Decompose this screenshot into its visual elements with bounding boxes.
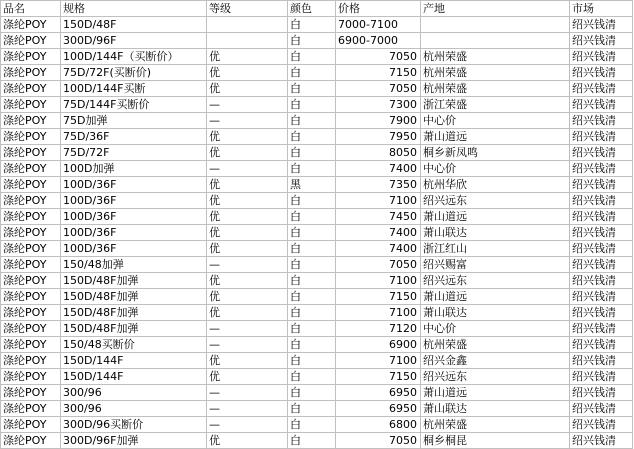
table-row bbox=[1, 161, 633, 177]
table-row bbox=[1, 193, 633, 209]
header-color[interactable]: 颜色 bbox=[288, 1, 336, 17]
cell-name[interactable]: 涤纶POY bbox=[1, 177, 61, 193]
cell-grade[interactable]: 优 bbox=[207, 209, 288, 225]
table-row bbox=[1, 65, 633, 81]
table-row bbox=[1, 209, 633, 225]
cell-name[interactable]: 涤纶POY bbox=[1, 289, 61, 305]
cell-grade[interactable]: 优 bbox=[207, 65, 288, 81]
cell-price[interactable]: 7150 bbox=[336, 369, 421, 385]
cell-grade[interactable]: — bbox=[207, 385, 288, 401]
cell-grade[interactable]: 优 bbox=[207, 433, 288, 449]
cell-spec[interactable]: 75D/72F bbox=[61, 145, 207, 161]
cell-market[interactable]: 绍兴钱清 bbox=[570, 129, 633, 145]
cell-price[interactable]: 7150 bbox=[336, 289, 421, 305]
cell-name[interactable]: 涤纶POY bbox=[1, 113, 61, 129]
cell-spec[interactable]: 300/96 bbox=[61, 385, 207, 401]
cell-spec[interactable]: 150D/48F加弹 bbox=[61, 273, 207, 289]
cell-grade[interactable]: — bbox=[207, 161, 288, 177]
cell-origin[interactable]: 绍兴赐富 bbox=[421, 257, 570, 273]
cell-origin[interactable]: 杭州荣盛 bbox=[421, 65, 570, 81]
cell-name[interactable]: 涤纶POY bbox=[1, 97, 61, 113]
table-row bbox=[1, 369, 633, 385]
table-row bbox=[1, 289, 633, 305]
table-row bbox=[1, 177, 633, 193]
cell-spec[interactable]: 300/96 bbox=[61, 401, 207, 417]
cell-color[interactable]: 白 bbox=[288, 193, 336, 209]
cell-name[interactable]: 涤纶POY bbox=[1, 17, 61, 33]
cell-market[interactable]: 绍兴钱清 bbox=[570, 97, 633, 113]
cell-color[interactable]: 白 bbox=[288, 81, 336, 97]
cell-spec[interactable]: 150D/48F加弹 bbox=[61, 289, 207, 305]
cell-grade[interactable]: — bbox=[207, 97, 288, 113]
cell-spec[interactable]: 100D/36F bbox=[61, 193, 207, 209]
cell-market[interactable]: 绍兴钱清 bbox=[570, 225, 633, 241]
cell-spec[interactable]: 100D/36F bbox=[61, 225, 207, 241]
cell-origin[interactable]: 萧山联达 bbox=[421, 401, 570, 417]
cell-market[interactable]: 绍兴钱清 bbox=[570, 369, 633, 385]
cell-spec[interactable]: 150D/144F bbox=[61, 369, 207, 385]
cell-origin[interactable]: 浙江红山 bbox=[421, 241, 570, 257]
cell-price[interactable]: 7100 bbox=[336, 273, 421, 289]
cell-grade[interactable]: 优 bbox=[207, 353, 288, 369]
cell-market[interactable]: 绍兴钱清 bbox=[570, 193, 633, 209]
cell-origin[interactable]: 萧山联达 bbox=[421, 305, 570, 321]
cell-name[interactable]: 涤纶POY bbox=[1, 417, 61, 433]
cell-spec[interactable]: 100D/144F买断 bbox=[61, 81, 207, 97]
cell-origin[interactable]: 萧山道远 bbox=[421, 209, 570, 225]
cell-grade[interactable] bbox=[207, 33, 288, 49]
cell-spec[interactable]: 150D/48F加弹 bbox=[61, 321, 207, 337]
cell-market[interactable]: 绍兴钱清 bbox=[570, 385, 633, 401]
cell-grade[interactable] bbox=[207, 17, 288, 33]
cell-market[interactable]: 绍兴钱清 bbox=[570, 417, 633, 433]
table-row bbox=[1, 417, 633, 433]
cell-market[interactable]: 绍兴钱清 bbox=[570, 289, 633, 305]
cell-color[interactable]: 白 bbox=[288, 161, 336, 177]
cell-color[interactable]: 白 bbox=[288, 321, 336, 337]
cell-market[interactable]: 绍兴钱清 bbox=[570, 241, 633, 257]
cell-color[interactable]: 白 bbox=[288, 17, 336, 33]
table-row bbox=[1, 337, 633, 353]
cell-price[interactable]: 7400 bbox=[336, 161, 421, 177]
cell-price[interactable]: 7100 bbox=[336, 353, 421, 369]
cell-price[interactable]: 6900 bbox=[336, 337, 421, 353]
cell-color[interactable]: 白 bbox=[288, 305, 336, 321]
cell-spec[interactable]: 150D/48F加弹 bbox=[61, 305, 207, 321]
cell-origin[interactable]: 杭州荣盛 bbox=[421, 417, 570, 433]
cell-name[interactable]: 涤纶POY bbox=[1, 33, 61, 49]
cell-price[interactable]: 7050 bbox=[336, 257, 421, 273]
cell-color[interactable]: 白 bbox=[288, 145, 336, 161]
cell-grade[interactable]: 优 bbox=[207, 289, 288, 305]
cell-market[interactable]: 绍兴钱清 bbox=[570, 209, 633, 225]
header-spec[interactable]: 规格 bbox=[61, 1, 207, 17]
cell-price[interactable]: 7300 bbox=[336, 97, 421, 113]
table-row bbox=[1, 385, 633, 401]
cell-price[interactable]: 6950 bbox=[336, 385, 421, 401]
cell-grade[interactable]: — bbox=[207, 321, 288, 337]
cell-price[interactable]: 7120 bbox=[336, 321, 421, 337]
header-grade[interactable]: 等级 bbox=[207, 1, 288, 17]
cell-grade[interactable]: 优 bbox=[207, 225, 288, 241]
cell-name[interactable]: 涤纶POY bbox=[1, 433, 61, 449]
cell-color[interactable]: 白 bbox=[288, 209, 336, 225]
cell-market[interactable]: 绍兴钱清 bbox=[570, 337, 633, 353]
cell-origin[interactable]: 绍兴金鑫 bbox=[421, 353, 570, 369]
cell-origin[interactable]: 桐乡新凤鸣 bbox=[421, 145, 570, 161]
cell-name[interactable]: 涤纶POY bbox=[1, 241, 61, 257]
cell-grade[interactable]: 优 bbox=[207, 81, 288, 97]
cell-price[interactable]: 8050 bbox=[336, 145, 421, 161]
cell-market[interactable]: 绍兴钱清 bbox=[570, 113, 633, 129]
table-row bbox=[1, 145, 633, 161]
cell-spec[interactable]: 100D/144F（买断价） bbox=[61, 49, 207, 65]
cell-market[interactable]: 绍兴钱清 bbox=[570, 81, 633, 97]
cell-price[interactable]: 7400 bbox=[336, 241, 421, 257]
cell-price[interactable]: 7150 bbox=[336, 65, 421, 81]
cell-origin[interactable]: 浙江荣盛 bbox=[421, 97, 570, 113]
cell-price[interactable]: 7400 bbox=[336, 225, 421, 241]
cell-origin[interactable] bbox=[421, 33, 570, 49]
cell-market[interactable]: 绍兴钱清 bbox=[570, 161, 633, 177]
cell-market[interactable]: 绍兴钱清 bbox=[570, 33, 633, 49]
cell-color[interactable]: 白 bbox=[288, 65, 336, 81]
cell-name[interactable]: 涤纶POY bbox=[1, 81, 61, 97]
cell-spec[interactable]: 75D加弹 bbox=[61, 113, 207, 129]
cell-price[interactable]: 6900-7000 bbox=[336, 33, 421, 49]
cell-origin[interactable]: 杭州荣盛 bbox=[421, 337, 570, 353]
table-row bbox=[1, 241, 633, 257]
cell-price[interactable]: 7900 bbox=[336, 113, 421, 129]
cell-price[interactable]: 7350 bbox=[336, 177, 421, 193]
header-price[interactable]: 价格 bbox=[336, 1, 421, 17]
cell-color[interactable]: 白 bbox=[288, 417, 336, 433]
cell-color[interactable]: 白 bbox=[288, 369, 336, 385]
cell-origin[interactable]: 萧山联达 bbox=[421, 225, 570, 241]
cell-origin[interactable]: 杭州华欣 bbox=[421, 177, 570, 193]
table-row bbox=[1, 113, 633, 129]
table-row bbox=[1, 353, 633, 369]
header-row bbox=[1, 1, 633, 17]
cell-spec[interactable]: 100D/36F bbox=[61, 241, 207, 257]
cell-name[interactable]: 涤纶POY bbox=[1, 321, 61, 337]
cell-name[interactable]: 涤纶POY bbox=[1, 65, 61, 81]
cell-color[interactable]: 白 bbox=[288, 401, 336, 417]
cell-color[interactable]: 白 bbox=[288, 113, 336, 129]
cell-color[interactable]: 白 bbox=[288, 33, 336, 49]
cell-color[interactable]: 白 bbox=[288, 353, 336, 369]
cell-price[interactable]: 7100 bbox=[336, 305, 421, 321]
cell-spec[interactable]: 300D/96F加弹 bbox=[61, 433, 207, 449]
cell-grade[interactable]: 优 bbox=[207, 177, 288, 193]
cell-spec[interactable]: 300D/96F bbox=[61, 33, 207, 49]
cell-name[interactable]: 涤纶POY bbox=[1, 129, 61, 145]
cell-market[interactable]: 绍兴钱清 bbox=[570, 257, 633, 273]
cell-spec[interactable]: 100D/36F bbox=[61, 177, 207, 193]
cell-price[interactable]: 6800 bbox=[336, 417, 421, 433]
cell-spec[interactable]: 100D加弹 bbox=[61, 161, 207, 177]
cell-name[interactable]: 涤纶POY bbox=[1, 193, 61, 209]
cell-origin[interactable] bbox=[421, 17, 570, 33]
cell-name[interactable]: 涤纶POY bbox=[1, 305, 61, 321]
table-row bbox=[1, 433, 633, 449]
cell-spec[interactable]: 75D/36F bbox=[61, 129, 207, 145]
cell-price[interactable]: 7000-7100 bbox=[336, 17, 421, 33]
cell-color[interactable]: 白 bbox=[288, 49, 336, 65]
cell-origin[interactable]: 萧山道远 bbox=[421, 385, 570, 401]
cell-spec[interactable]: 100D/36F bbox=[61, 209, 207, 225]
table-row bbox=[1, 33, 633, 49]
cell-market[interactable]: 绍兴钱清 bbox=[570, 17, 633, 33]
cell-name[interactable]: 涤纶POY bbox=[1, 353, 61, 369]
cell-grade[interactable]: 优 bbox=[207, 273, 288, 289]
cell-name[interactable]: 涤纶POY bbox=[1, 337, 61, 353]
cell-name[interactable]: 涤纶POY bbox=[1, 369, 61, 385]
cell-color[interactable]: 白 bbox=[288, 289, 336, 305]
cell-grade[interactable]: 优 bbox=[207, 369, 288, 385]
cell-color[interactable]: 白 bbox=[288, 129, 336, 145]
cell-name[interactable]: 涤纶POY bbox=[1, 385, 61, 401]
cell-grade[interactable]: — bbox=[207, 401, 288, 417]
cell-origin[interactable]: 杭州荣盛 bbox=[421, 49, 570, 65]
cell-grade[interactable]: — bbox=[207, 417, 288, 433]
cell-market[interactable]: 绍兴钱清 bbox=[570, 321, 633, 337]
cell-grade[interactable]: — bbox=[207, 113, 288, 129]
cell-grade[interactable]: 优 bbox=[207, 193, 288, 209]
cell-name[interactable]: 涤纶POY bbox=[1, 49, 61, 65]
table-row bbox=[1, 305, 633, 321]
cell-origin[interactable]: 绍兴远东 bbox=[421, 273, 570, 289]
cell-price[interactable]: 7950 bbox=[336, 129, 421, 145]
cell-origin[interactable]: 桐乡桐昆 bbox=[421, 433, 570, 449]
cell-color[interactable]: 白 bbox=[288, 385, 336, 401]
cell-origin[interactable]: 绍兴远东 bbox=[421, 193, 570, 209]
cell-color[interactable]: 黑 bbox=[288, 177, 336, 193]
cell-grade[interactable]: — bbox=[207, 257, 288, 273]
table-row bbox=[1, 81, 633, 97]
cell-name[interactable]: 涤纶POY bbox=[1, 209, 61, 225]
cell-price[interactable]: 6950 bbox=[336, 401, 421, 417]
cell-name[interactable]: 涤纶POY bbox=[1, 257, 61, 273]
cell-price[interactable]: 7450 bbox=[336, 209, 421, 225]
header-name[interactable]: 品名 bbox=[1, 1, 61, 17]
cell-grade[interactable]: 优 bbox=[207, 305, 288, 321]
cell-price[interactable]: 7050 bbox=[336, 81, 421, 97]
cell-origin[interactable]: 萧山道远 bbox=[421, 129, 570, 145]
cell-spec[interactable]: 150D/144F bbox=[61, 353, 207, 369]
cell-market[interactable]: 绍兴钱清 bbox=[570, 305, 633, 321]
table-row bbox=[1, 129, 633, 145]
cell-market[interactable]: 绍兴钱清 bbox=[570, 49, 633, 65]
cell-market[interactable]: 绍兴钱清 bbox=[570, 177, 633, 193]
cell-grade[interactable]: 优 bbox=[207, 129, 288, 145]
table-row bbox=[1, 49, 633, 65]
header-market[interactable]: 市场 bbox=[570, 1, 633, 17]
cell-spec[interactable]: 75D/72F(买断价) bbox=[61, 65, 207, 81]
table-row bbox=[1, 97, 633, 113]
cell-name[interactable]: 涤纶POY bbox=[1, 161, 61, 177]
cell-name[interactable]: 涤纶POY bbox=[1, 401, 61, 417]
table-row bbox=[1, 273, 633, 289]
cell-grade[interactable]: 优 bbox=[207, 241, 288, 257]
table-row bbox=[1, 17, 633, 33]
cell-spec[interactable]: 150/48买断价 bbox=[61, 337, 207, 353]
cell-price[interactable]: 7050 bbox=[336, 433, 421, 449]
header-origin[interactable]: 产地 bbox=[421, 1, 570, 17]
cell-origin[interactable]: 杭州荣盛 bbox=[421, 81, 570, 97]
table-row bbox=[1, 225, 633, 241]
cell-color[interactable]: 白 bbox=[288, 257, 336, 273]
cell-origin[interactable]: 中心价 bbox=[421, 321, 570, 337]
cell-color[interactable]: 白 bbox=[288, 241, 336, 257]
cell-market[interactable]: 绍兴钱清 bbox=[570, 353, 633, 369]
cell-price[interactable]: 7050 bbox=[336, 49, 421, 65]
cell-color[interactable]: 白 bbox=[288, 97, 336, 113]
cell-name[interactable]: 涤纶POY bbox=[1, 145, 61, 161]
cell-market[interactable]: 绍兴钱清 bbox=[570, 401, 633, 417]
cell-color[interactable]: 白 bbox=[288, 273, 336, 289]
cell-origin[interactable]: 萧山道远 bbox=[421, 289, 570, 305]
cell-grade[interactable]: 优 bbox=[207, 145, 288, 161]
cell-spec[interactable]: 300D/96买断价 bbox=[61, 417, 207, 433]
cell-name[interactable]: 涤纶POY bbox=[1, 225, 61, 241]
cell-market[interactable]: 绍兴钱清 bbox=[570, 145, 633, 161]
cell-color[interactable]: 白 bbox=[288, 225, 336, 241]
cell-name[interactable]: 涤纶POY bbox=[1, 273, 61, 289]
cell-grade[interactable]: 优 bbox=[207, 49, 288, 65]
table-row bbox=[1, 321, 633, 337]
cell-origin[interactable]: 中心价 bbox=[421, 113, 570, 129]
table-row bbox=[1, 401, 633, 417]
cell-spec[interactable]: 150D/48F bbox=[61, 17, 207, 33]
cell-color[interactable]: 白 bbox=[288, 433, 336, 449]
cell-market[interactable]: 绍兴钱清 bbox=[570, 65, 633, 81]
table-row bbox=[1, 257, 633, 273]
cell-spec[interactable]: 150/48加弹 bbox=[61, 257, 207, 273]
cell-market[interactable]: 绍兴钱清 bbox=[570, 273, 633, 289]
cell-price[interactable]: 7100 bbox=[336, 193, 421, 209]
cell-color[interactable]: 白 bbox=[288, 337, 336, 353]
cell-origin[interactable]: 绍兴远东 bbox=[421, 369, 570, 385]
cell-market[interactable]: 绍兴钱清 bbox=[570, 433, 633, 449]
cell-grade[interactable]: — bbox=[207, 337, 288, 353]
cell-origin[interactable]: 中心价 bbox=[421, 161, 570, 177]
cell-spec[interactable]: 75D/144F买断价 bbox=[61, 97, 207, 113]
